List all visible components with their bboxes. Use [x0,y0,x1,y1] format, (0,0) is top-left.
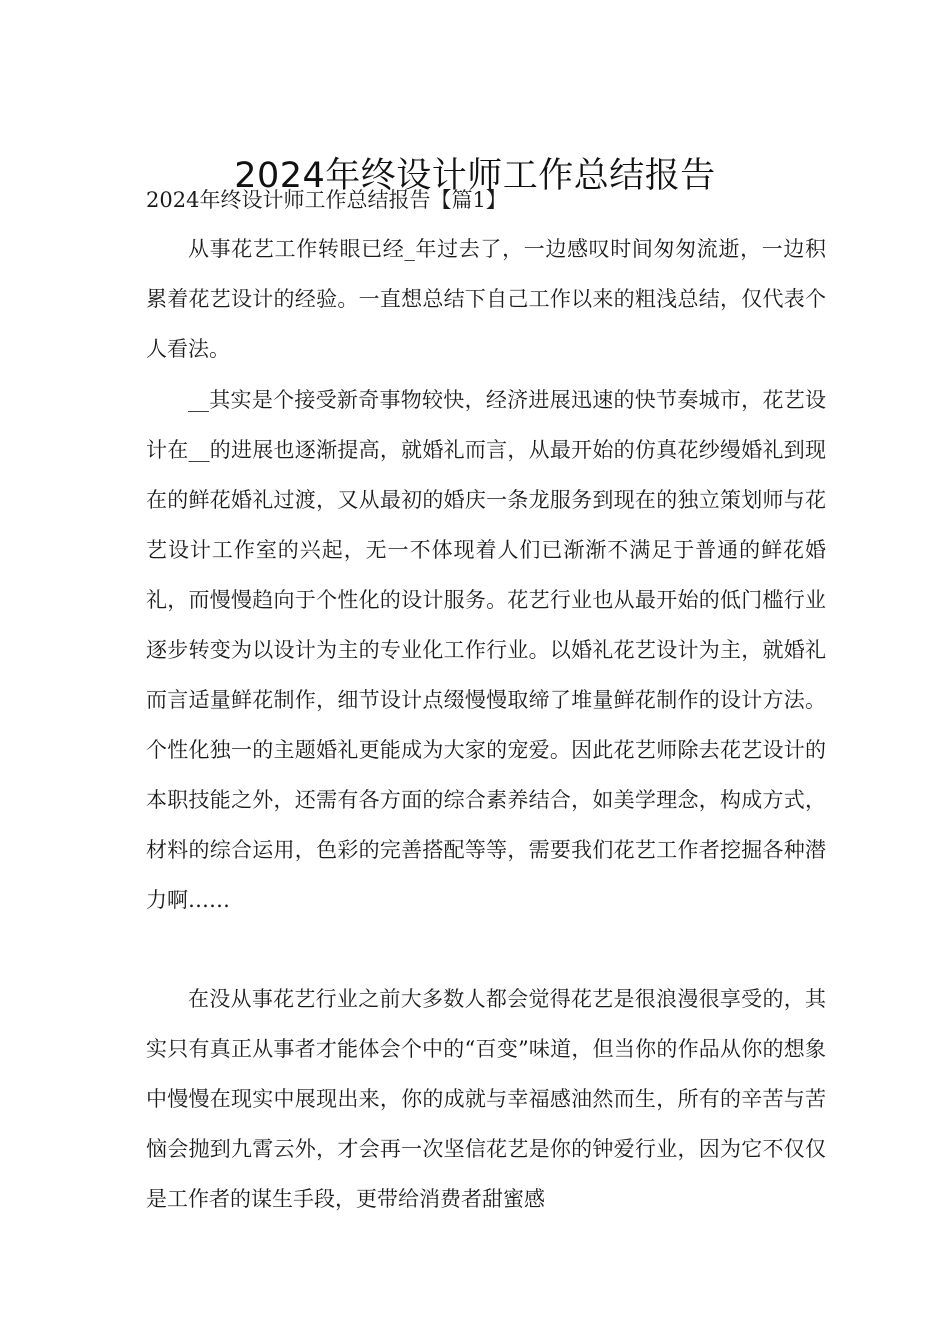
document-title: 2024年终设计师工作总结报告 [234,156,716,197]
section-heading: 2024年终设计师工作总结报告【篇1】 [146,188,507,212]
body-paragraph: 在没从事花艺行业之前大多数人都会觉得花艺是很浪漫很享受的，其实只有真正从事者才能体会个中的“百变”味道，但当你的作品从你的想象中慢慢在现实中展现出来，你的成就与幸福感油然而生，所有的辛苦与苦恼会抛到九霄云外，才会再一次坚信花艺是你的钟爱行业，因为它不仅仅是工作者的谋生手段，更带给消费者甜蜜感 [146,987,826,1211]
body-paragraph: __其实是个接受新奇事物较快，经济进展迅速的快节奏城市，花艺设计在__的进展也逐渐提高，就婚礼而言，从最开始的仿真花纱缦婚礼到现在的鲜花婚礼过渡，又从最初的婚庆一条龙服务到现在的独立策划师与花艺设计工作室的兴起，无一不体现着人们已渐渐不满足于普通的鲜花婚礼，而慢慢趋向于个性化的设计服务。花艺行业也从最开始的低门槛行业逐步转变为以设计为主的专业化工作行业。以婚礼花艺设计为主，就婚礼而言适量鲜花制作，细节设计点缀慢慢取缔了堆量鲜花制作的设计方法。个性化独一的主题婚礼更能成为大家的宠爱。因此花艺师除去花艺设计的本职技能之外，还需有各方面的综合素养结合，如美学理念，构成方式，材料的综合运用，色彩的完善搭配等等，需要我们花艺工作者挖掘各种潜力啊…… [146,388,826,912]
body-paragraph: 从事花艺工作转眼已经_年过去了，一边感叹时间匆匆流逝，一边积累着花艺设计的经验。一直想总结下自己工作以来的粗浅总结，仅代表个人看法。 [146,237,826,361]
